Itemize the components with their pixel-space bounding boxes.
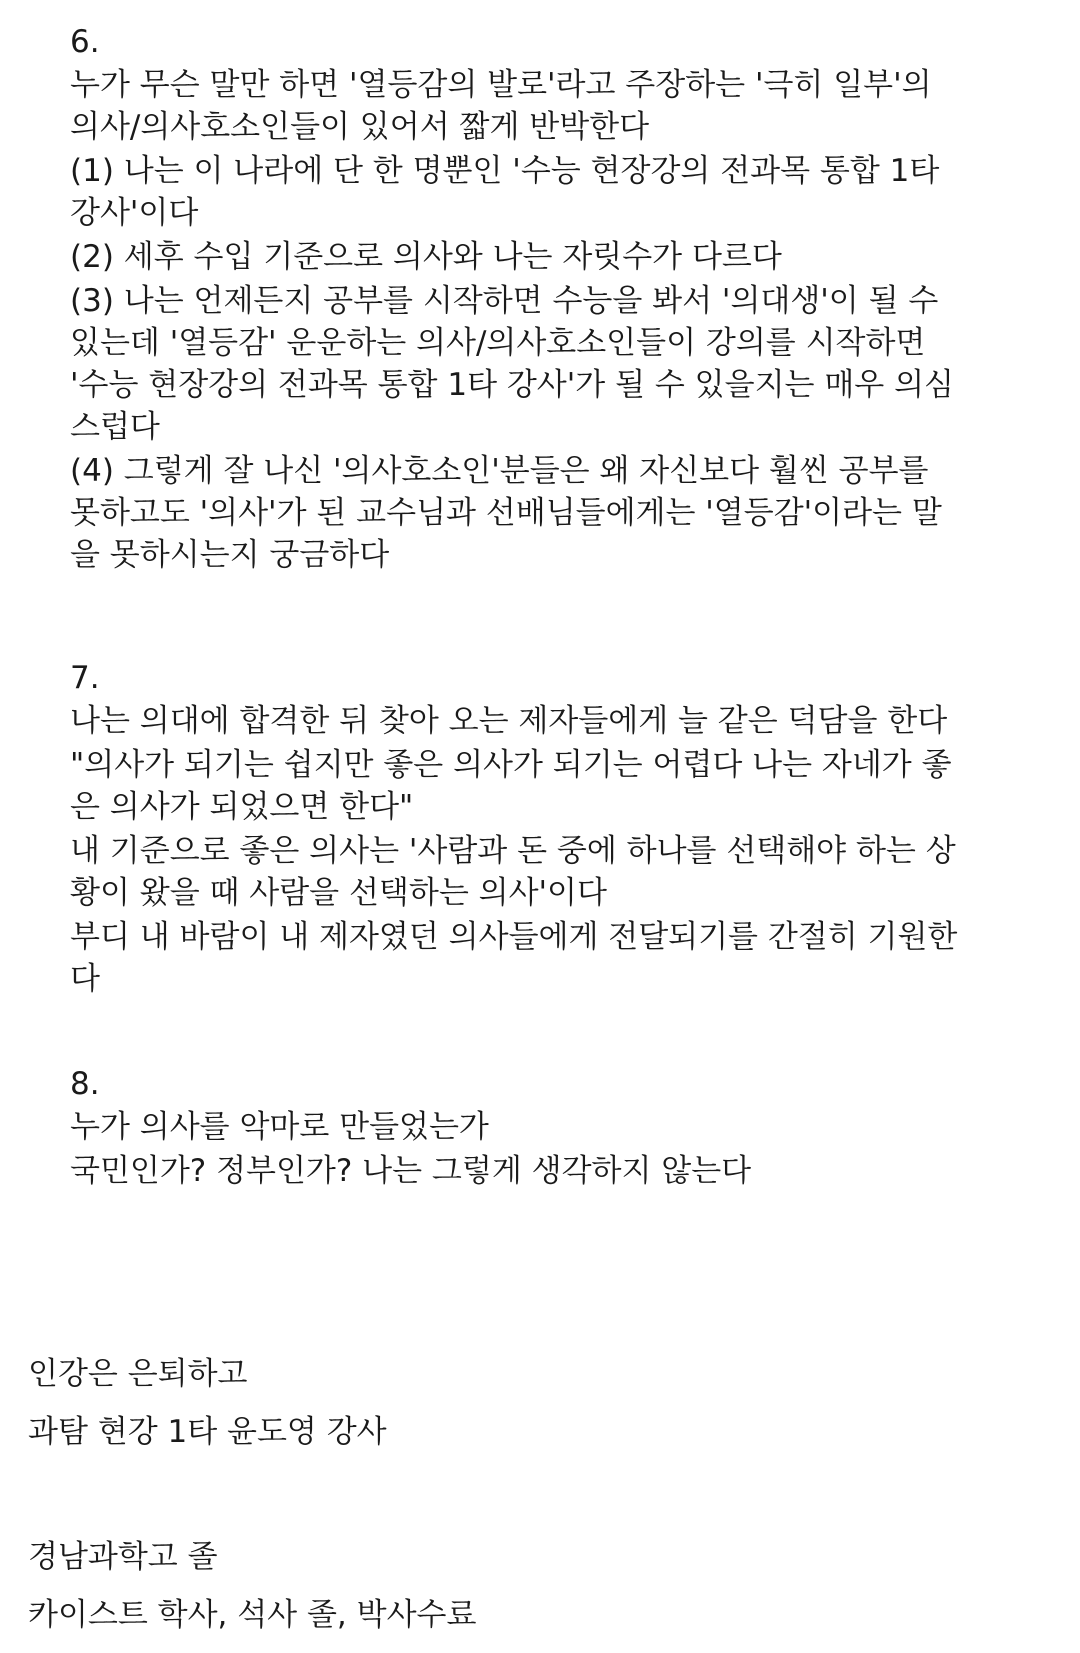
text-line: (3) 나는 언제든지 공부를 시작하면 수능을 봐서 '의대생'이 될 수	[70, 283, 939, 319]
text-line: 부디 내 바람이 내 제자였던 의사들에게 전달되기를 간절히 기원한	[70, 919, 958, 955]
paragraph	[70, 916, 1010, 1000]
text-line: 은 의사가 되었으면 한다"	[70, 789, 414, 825]
text-line: (2) 세후 수입 기준으로 의사와 나는 자릿수가 다르다	[70, 239, 782, 275]
paragraph	[70, 1106, 1010, 1148]
text-line: 있는데 '열등감' 운운하는 의사/의사호소인들이 강의를 시작하면	[70, 325, 926, 361]
text-line: 내 기준으로 좋은 의사는 '사람과 돈 중에 하나를 선택해야 하는 상	[70, 833, 956, 869]
section-number: 8.	[70, 1066, 100, 1102]
paragraph	[70, 280, 1010, 448]
bio-line: 경남과학고 졸	[28, 1539, 218, 1575]
paragraph	[70, 150, 1010, 234]
text-line: 누가 의사를 악마로 만들었는가	[70, 1109, 489, 1145]
paragraph	[70, 450, 1010, 576]
text-line: 을 못하시는지 궁금하다	[70, 537, 390, 573]
text-line: 황이 왔을 때 사람을 선택하는 의사'이다	[70, 875, 607, 911]
bio-block-education	[28, 1535, 1028, 1637]
text-line: (1) 나는 이 나라에 단 한 명뿐인 '수능 현장강의 전과목 통합 1타	[70, 153, 940, 189]
text-line: 스럽다	[70, 409, 160, 445]
text-line: (4) 그렇게 잘 나신 '의사호소인'분들은 왜 자신보다 훨씬 공부를	[70, 453, 929, 489]
bio-line: 카이스트 학사, 석사 졸, 박사수료	[28, 1597, 477, 1633]
text-line: 누가 무슨 말만 하면 '열등감의 발로'라고 주장하는 '극히 일부'의	[70, 67, 932, 103]
paragraph	[70, 64, 1010, 148]
bio-block-career	[28, 1352, 1028, 1454]
text-line: '수능 현장강의 전과목 통합 1타 강사'가 될 수 있을지는 매우 의심	[70, 367, 954, 403]
text-line: 못하고도 '의사'가 된 교수님과 선배님들에게는 '열등감'이라는 말	[70, 495, 942, 531]
paragraph	[70, 700, 1010, 742]
text-line: 나는 의대에 합격한 뒤 찾아 오는 제자들에게 늘 같은 덕담을 한다	[70, 703, 948, 739]
text-line: 강사'이다	[70, 195, 199, 231]
section-8	[70, 1062, 1010, 1194]
bio-line: 인강은 은퇴하고	[28, 1356, 248, 1392]
paragraph	[70, 1150, 1010, 1192]
section-7	[70, 656, 1010, 1002]
bio-line: 과탐 현강 1타 윤도영 강사	[28, 1414, 387, 1450]
paragraph	[70, 830, 1010, 914]
paragraph	[70, 236, 1010, 278]
paragraph	[70, 744, 1010, 828]
section-6	[70, 20, 1010, 578]
text-line: 의사/의사호소인들이 있어서 짧게 반박한다	[70, 109, 650, 145]
section-number: 7.	[70, 660, 100, 696]
text-line: "의사가 되기는 쉽지만 좋은 의사가 되기는 어렵다 나는 자네가 좋	[70, 747, 952, 783]
text-line: 다	[70, 961, 100, 997]
section-number: 6.	[70, 24, 100, 60]
text-line: 국민인가? 정부인가? 나는 그렇게 생각하지 않는다	[70, 1153, 752, 1189]
